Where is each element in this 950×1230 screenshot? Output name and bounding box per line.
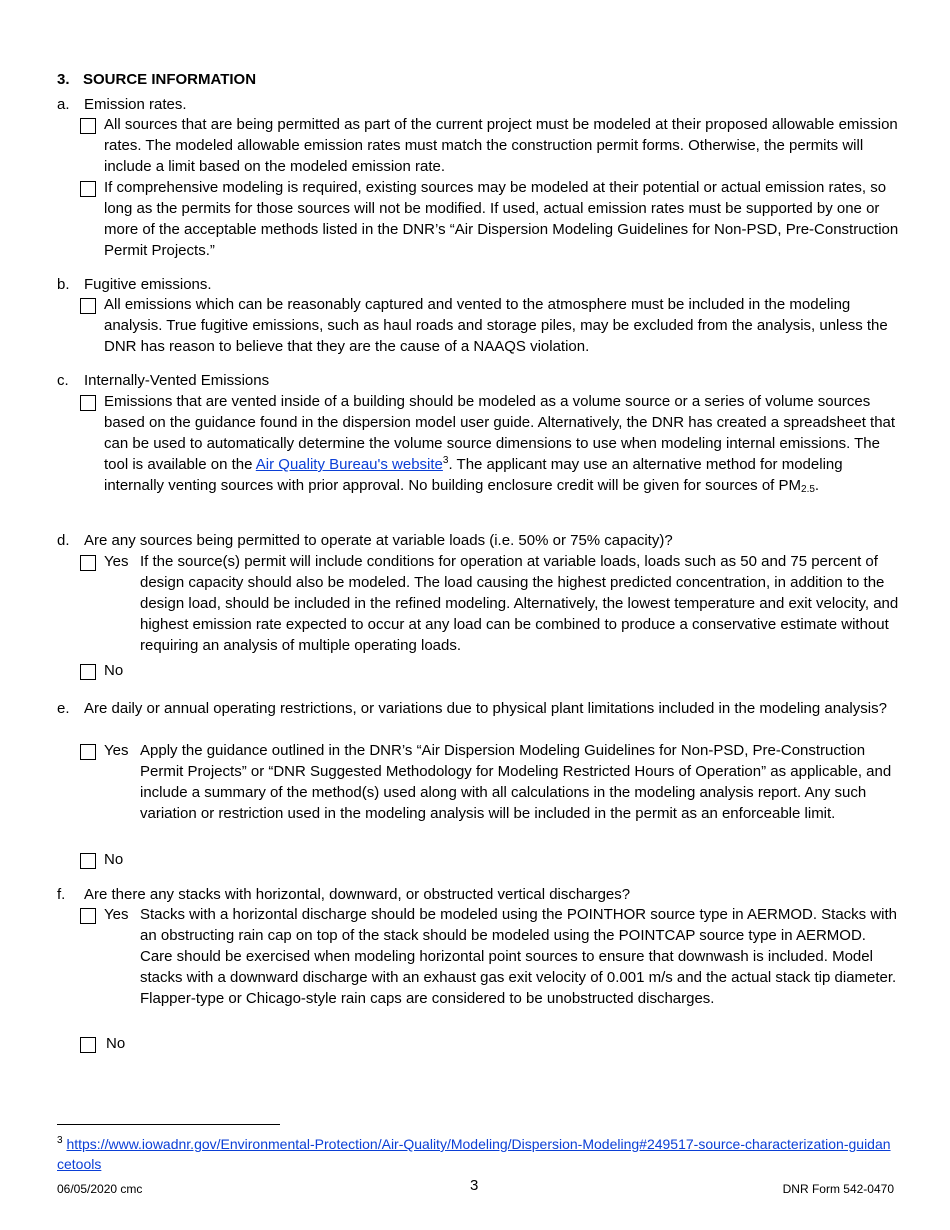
item-d-label: d. Are any sources being permitted to operate at variable loads (i.e. 50% or 75% capacity)? [57, 532, 673, 549]
footnote-number: 3 [57, 1135, 63, 1146]
item-a-label: a. Emission rates. [57, 96, 187, 113]
checkbox-c-internal[interactable] [80, 395, 96, 411]
checkbox-d-no[interactable] [80, 664, 96, 680]
form-number: DNR Form 542-0470 [782, 1182, 894, 1196]
footnote-divider [57, 1124, 280, 1125]
page-number: 3 [470, 1177, 479, 1194]
checkbox-f-yes[interactable] [80, 908, 96, 924]
item-f-yes-label: Yes [104, 906, 129, 923]
checkbox-f-no[interactable] [80, 1037, 96, 1053]
checkbox-a-allowable[interactable] [80, 118, 96, 134]
footnote-url-link[interactable]: https://www.iowadnr.gov/Environmental-Protection/Air-Quality/Modeling/Dispersion-Modeling#249517-source-characterization-guidancetools [57, 1136, 891, 1172]
footnote [57, 1134, 897, 1174]
footer-date: 06/05/2020 cmc [57, 1182, 143, 1196]
item-c-label: c. Internally-Vented Emissions [57, 372, 270, 389]
item-b-label: b. Fugitive emissions. [57, 276, 212, 293]
checkbox-d-yes[interactable] [80, 555, 96, 571]
item-e-yes-label: Yes [104, 742, 129, 759]
section-title: SOURCE INFORMATION [83, 71, 257, 88]
checkbox-a-comprehensive[interactable] [80, 181, 96, 197]
item-b-option1-text: All emissions which can be reasonably captured and vented to the atmosphere must be included in the modeling analysis. True fugitive emissions, such as haul roads and storage piles, may be excluded from the analysis, unless the DNR has reason to believe that they are the cause of a NAAQS violation. [104, 296, 888, 355]
item-d-no-label: No [104, 662, 124, 679]
item-d-yes-text: If the source(s) permit will include conditions for operation at variable loads, loads such as 50 and 75 percent of design capacity should also be modeled. The load causing the highest predicted concentration, in addition to the design load, should be included in the refined modeling. Alternatively, the lowest temperature and exit velocity, and highest emission rate expected to occur at any load can be combined to produce a conservative estimate without requiring an analysis of multiple operating loads. [140, 553, 899, 654]
footnote-ref: 3 [442, 455, 449, 466]
item-e-no-label: No [104, 851, 124, 868]
item-f-yes-text: Stacks with a horizontal discharge should be modeled using the POINTHOR source type in AERMOD. Stacks with an obstructing rain cap on top of the stack should be modeled using the POINTCAP source type in AERMOD. Care should be exercised when modeling horizontal point sources to ensure that downwash is included. Model stacks with a downward discharge with an exhaust gas exit velocity of 0.001 m/s and the actual stack tip diameter. Flapper-type or Chicago-style rain caps are considered to be unobstructed discharges. [140, 906, 898, 1007]
checkbox-e-no[interactable] [80, 853, 96, 869]
item-c-text: Emissions that are vented inside of a building should be modeled as a volume source or a series of volume sources based on the guidance found in the dispersion model user guide. Alternatively, the DNR has created a spreadsheet that can be used to automatically determine the volume source dimensions to use when modeling internal emissions. The tool is available on the Air Quality Bureau's website$^3$. The applicant may use an alternative method for modeling internally venting sources with prior approval. No building enclosure credit will be given for sources of $PM_{2.5}$. [104, 393, 896, 495]
section-heading [57, 69, 256, 90]
item-f-label: f. Are there any stacks with horizontal, downward, or obstructed vertical discharges? [57, 886, 631, 903]
item-e-label: e. Are daily or annual operating restrictions, or variations due to physical plant limitations included in the modeling analysis? [57, 700, 887, 717]
checkbox-b-fugitive[interactable] [80, 298, 96, 314]
section-number: 3. [57, 71, 70, 88]
checkbox-e-yes[interactable] [80, 744, 96, 760]
item-f-no-label: No [106, 1035, 126, 1052]
air-quality-bureau-link[interactable]: Air Quality Bureau's website [255, 456, 443, 473]
item-d-yes-label: Yes [104, 553, 129, 570]
item-a-option2-text: If comprehensive modeling is required, existing sources may be modeled at their potential or actual emission rates, so long as the permits for those sources will not be modified. If used, actual emission rates must be supported by one or more of the acceptable methods listed in the DNR’s “Air Dispersion Modeling Guidelines for Non-PSD, Pre-Construction Permit Projects.” [104, 179, 899, 259]
item-a-option1-text: All sources that are being permitted as part of the current project must be modeled at their proposed allowable emission rates. The modeled allowable emission rates must match the construction permit forms. Otherwise, the permits will include a limit based on the modeled emission rate. [104, 116, 898, 175]
item-e-yes-text: Apply the guidance outlined in the DNR’s “Air Dispersion Modeling Guidelines for Non-PSD, Pre-Construction Permit Projects” or “DNR Suggested Methodology for Modeling Restricted Hours of Operation” as applicable, and include a summary of the method(s) used along with all calculations in the modeling analysis report. Any such variation or restriction used in the modeling analysis will be included in the permit as an enforceable limit. [140, 742, 892, 822]
